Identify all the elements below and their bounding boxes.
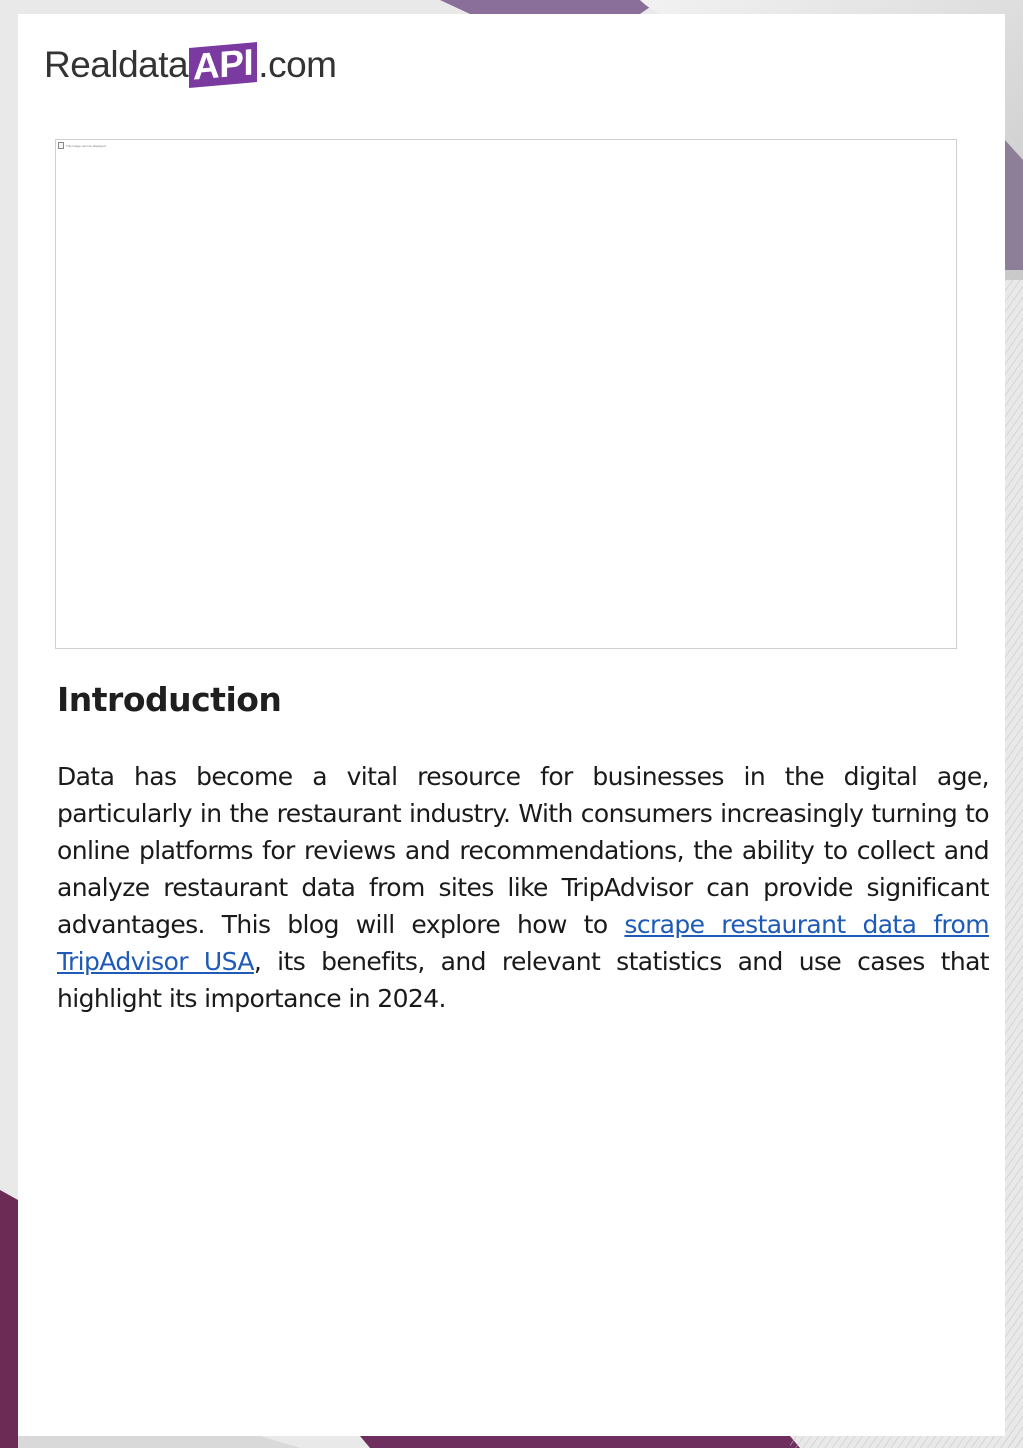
logo-prefix: Realdata [44, 44, 189, 85]
broken-image [58, 142, 106, 149]
logo-suffix: .com [258, 44, 337, 85]
broken-image-icon [58, 142, 64, 149]
paragraph-text-before-link: Data has become a vital resource for businesses in the digital age, particularly in the restaurant industry. With consumers increasingly turning to online platforms for reviews and recommendations, the ability to collect and analyze restaurant data from sites like TripAdvisor can provide significant advantages. This blog will explore how to [57, 762, 989, 939]
tripadvisor-scrape-link[interactable]: scrape restaurant data from TripAdvisor USA [57, 910, 989, 976]
hero-image-placeholder [55, 139, 957, 649]
section-heading: Introduction [57, 680, 282, 719]
image-alt-text: This image can't be displayed. [66, 143, 107, 148]
paragraph-text-after-link: , its benefits, and relevant statistics and use cases that highlight its importance in 2024. [57, 947, 989, 1013]
logo-api-badge: API [189, 42, 257, 88]
intro-paragraph [57, 758, 989, 1017]
realdataapi-logo [44, 38, 336, 92]
